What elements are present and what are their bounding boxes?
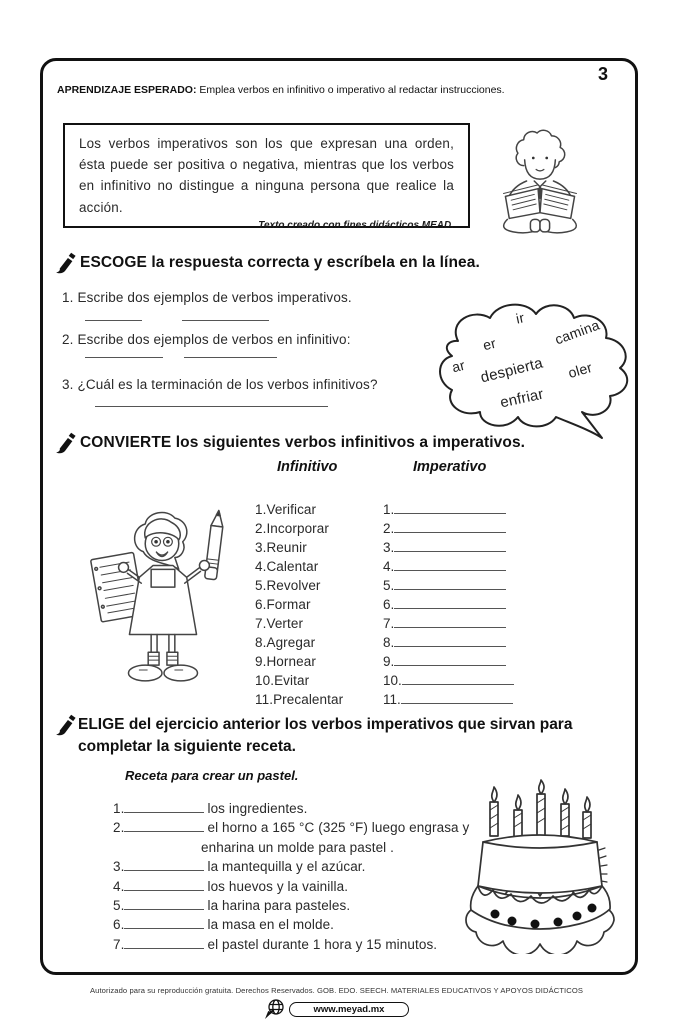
section-title-escoge: ESCOGE la respuesta correcta y escríbela en la línea. [80, 254, 480, 271]
section-title-convierte: CONVIERTE los siguientes verbos infinitivos a imperativos. [80, 434, 526, 451]
step-number: 2. [113, 820, 125, 836]
recipe-step [113, 799, 503, 818]
section-title-elige: ELIGE del ejercicio anterior los verbos imperativos que sirvan para completar la siguiente receta. [78, 716, 573, 756]
column-header-infinitivo: Infinitivo [277, 459, 338, 475]
recipe-step [113, 877, 503, 896]
recipe-step [113, 818, 503, 857]
question-2-answer-lines [85, 345, 277, 363]
answer-line [394, 596, 506, 609]
step-number: 3. [113, 859, 125, 875]
answer-line [124, 800, 204, 813]
pen-icon [55, 431, 76, 457]
answer-line [401, 691, 513, 704]
question-2-number: 2. [62, 332, 74, 347]
step-text: la masa en el molde. [207, 917, 335, 933]
infinitive-item: 9.Hornear [255, 654, 316, 669]
answer-line [85, 345, 163, 358]
step-text: la mantequilla y el azúcar. [207, 859, 366, 875]
expected-learning-label: APRENDIZAJE ESPERADO: [57, 84, 197, 96]
intro-box [63, 123, 470, 231]
infinitive-list [255, 500, 343, 709]
answer-line [182, 308, 269, 321]
infinitive-item: 5.Revolver [255, 578, 321, 593]
imperative-number: 7. [383, 616, 395, 631]
answer-line [394, 539, 506, 552]
imperative-blank [383, 576, 514, 595]
cake-illustration [455, 778, 625, 954]
imperative-number: 6. [383, 597, 395, 612]
recipe-step [113, 915, 503, 934]
answer-line [184, 345, 277, 358]
step-text-continued: enharina un molde para pastel . [201, 839, 394, 855]
question-1-number: 1. [62, 290, 74, 305]
imperative-blank [383, 671, 514, 690]
word-cloud [428, 296, 644, 440]
answer-line [402, 672, 514, 685]
imperative-number: 11. [383, 692, 401, 707]
infinitive-item: 8.Agregar [255, 635, 316, 650]
question-1 [62, 290, 352, 305]
girl-illustration [88, 503, 236, 693]
column-header-imperativo: Imperativo [413, 459, 487, 475]
imperative-number: 9. [383, 654, 395, 669]
infinitive-item: 3.Reunir [255, 540, 307, 555]
answer-line [394, 615, 506, 628]
imperative-blank [383, 557, 514, 576]
cloud-word: oler [566, 358, 594, 382]
boy-reading-illustration [492, 122, 588, 240]
birthday-cake-icon [455, 778, 625, 954]
infinitive-item: 7.Verter [255, 616, 304, 631]
answer-line [85, 308, 142, 321]
website-badge: www.meyad.mx [289, 1002, 410, 1017]
answer-line [394, 520, 506, 533]
infinitive-item: 10.Evitar [255, 673, 310, 688]
imperative-number: 1. [383, 502, 395, 517]
answer-line [124, 936, 204, 949]
imperative-number: 2. [383, 521, 395, 536]
answer-line [124, 916, 204, 929]
recipe-step [113, 896, 503, 915]
page-number: 3 [598, 64, 609, 84]
cloud-word: despierta [478, 354, 545, 387]
cloud-word: enfriar [498, 385, 546, 412]
imperative-number: 10. [383, 673, 402, 688]
step-text: los huevos y la vainilla. [207, 878, 349, 894]
answer-line [124, 819, 204, 832]
step-text: los ingredientes. [207, 801, 308, 816]
step-text: la harina para pasteles. [207, 898, 351, 914]
imperative-number: 3. [383, 540, 395, 555]
question-3-number: 3. [62, 377, 74, 392]
question-2-text: Escribe dos ejemplos de verbos en infinitivo: [73, 332, 351, 347]
imperative-number: 4. [383, 559, 395, 574]
question-3-answer-line [95, 394, 328, 412]
answer-line [124, 858, 204, 871]
pen-icon [55, 251, 76, 277]
imperative-blank [383, 633, 514, 652]
step-number: 6. [113, 917, 125, 933]
intro-text: Los verbos imperativos son los que expresan una orden, ésta puede ser positiva o negativa, mientras que los verbos en infinitivo no distingue a ninguna persona que realice la acción. [79, 136, 454, 215]
expected-learning [57, 84, 597, 96]
imperative-blank [383, 614, 514, 633]
intro-credit: Texto creado con fines didácticos MEAD. [258, 219, 454, 231]
infinitive-item: 2.Incorporar [255, 521, 329, 536]
footer-rights: Autorizado para su reproducción gratuita. Derechos Reservados. GOB. EDO. SEECH. MATERIALES EDUCATIVOS Y APOYOS DIDÁCTICOS [89, 986, 584, 995]
imperative-blank [383, 652, 514, 671]
boy-reading-icon [492, 122, 588, 240]
imperative-blank [383, 690, 514, 709]
answer-line [95, 394, 328, 407]
answer-line [394, 577, 506, 590]
answer-line [124, 878, 204, 891]
recipe-title: Receta para crear un pastel. [125, 768, 299, 783]
imperative-blank [383, 519, 514, 538]
recipe-step [113, 935, 503, 954]
infinitive-item: 6.Formar [255, 597, 311, 612]
step-text: el horno a 165 °C (325 °F) luego engrasa y [207, 820, 470, 836]
cloud-word: ir [514, 309, 526, 327]
pen-icon [55, 713, 76, 739]
imperative-number: 8. [383, 635, 395, 650]
answer-line [394, 653, 506, 666]
infinitive-item: 4.Calentar [255, 559, 319, 574]
question-1-answer-lines [85, 308, 269, 326]
question-3-text: ¿Cuál es la terminación de los verbos infinitivos? [73, 377, 378, 392]
imperative-list [383, 500, 514, 709]
answer-line [124, 897, 204, 910]
recipe-step [113, 857, 503, 876]
imperative-blank [383, 595, 514, 614]
expected-learning-text: Emplea verbos en infinitivo o imperativo al redactar instrucciones. [196, 84, 505, 96]
infinitive-item: 1.Verificar [255, 502, 317, 517]
imperative-blank [383, 500, 514, 519]
recipe-steps [113, 799, 503, 954]
step-number: 4. [113, 878, 125, 894]
imperative-blank [383, 538, 514, 557]
question-1-text: Escribe dos ejemplos de verbos imperativos. [73, 290, 352, 305]
answer-line [394, 634, 506, 647]
infinitive-item: 11.Precalentar [255, 692, 344, 707]
globe-cursor-icon [264, 998, 286, 1020]
footer-website [0, 998, 673, 1020]
imperative-number: 5. [383, 578, 395, 593]
step-number: 5. [113, 898, 125, 914]
cloud-word: camina [552, 316, 602, 348]
cloud-word: ar [450, 356, 467, 376]
step-number: 7. [113, 936, 125, 952]
answer-line [394, 558, 506, 571]
girl-with-pencil-icon [88, 503, 236, 693]
step-text: el pastel durante 1 hora y 15 minutos. [207, 936, 438, 952]
answer-line [394, 501, 506, 514]
question-3 [62, 377, 378, 392]
step-number: 1. [113, 801, 125, 816]
cloud-word: er [481, 334, 498, 354]
